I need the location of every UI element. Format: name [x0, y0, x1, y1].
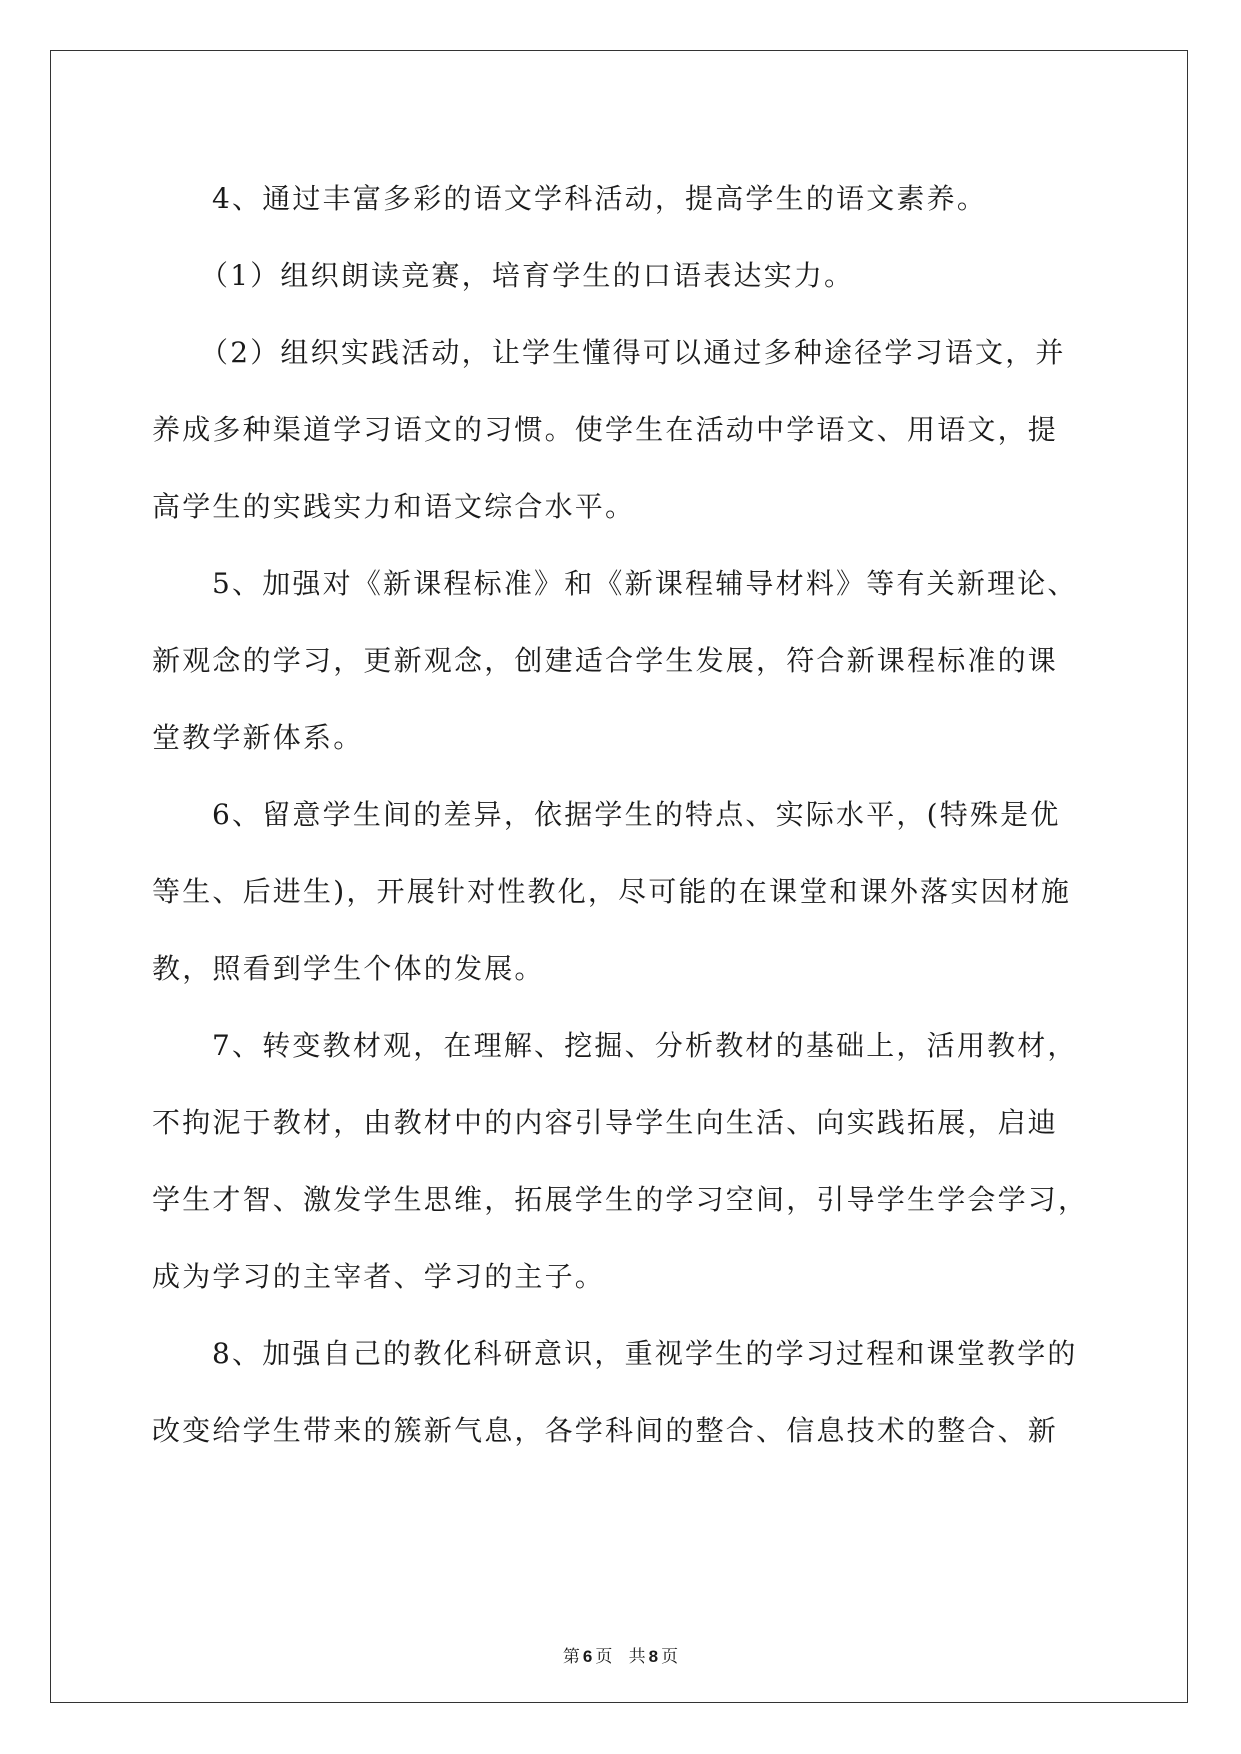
- text-line: 不拘泥于教材，由教材中的内容引导学生向生活、向实践拓展，启迪: [152, 1106, 1059, 1139]
- total-pages-number: 8: [648, 1647, 659, 1666]
- text-line: 5、加强对《新课程标准》和《新课程辅导材料》等有关新理论、: [212, 567, 1078, 600]
- paragraph-4-2: [152, 314, 1092, 545]
- paragraph-7: [152, 1007, 1092, 1315]
- text-line: 改变给学生带来的簇新气息，各学科间的整合、信息技术的整合、新: [152, 1414, 1059, 1447]
- paragraph-4: [152, 160, 1092, 237]
- text-line: 7、转变教材观，在理解、挖掘、分析教材的基础上，活用教材，: [212, 1029, 1078, 1062]
- page-footer: [0, 1642, 1241, 1667]
- text-line: 高学生的实践实力和语文综合水平。: [152, 490, 636, 523]
- text-line: （1）组织朗读竞赛，培育学生的口语表达实力。: [200, 259, 855, 292]
- text-line: 教，照看到学生个体的发展。: [152, 952, 545, 985]
- text-line: 新观念的学习，更新观念，创建适合学生发展，符合新课程标准的课: [152, 644, 1059, 677]
- page-prefix: 第: [562, 1647, 580, 1667]
- text-line: 8、加强自己的教化科研意识，重视学生的学习过程和课堂教学的: [212, 1337, 1078, 1370]
- text-line: 6、留意学生间的差异，依据学生的特点、实际水平，(特殊是优: [212, 798, 1061, 831]
- total-suffix: 页: [661, 1647, 679, 1667]
- text-line: 等生、后进生)，开展针对性教化，尽可能的在课堂和课外落实因材施: [152, 875, 1072, 908]
- text-line: （2）组织实践活动，让学生懂得可以通过多种途径学习语文，并: [200, 336, 1066, 369]
- page-suffix: 页: [595, 1647, 613, 1667]
- document-body: [152, 160, 1092, 1469]
- paragraph-8: [152, 1315, 1092, 1469]
- paragraph-4-1: [152, 237, 1092, 314]
- text-line: 学生才智、激发学生思维，拓展学生的学习空间，引导学生学会学习，: [152, 1183, 1089, 1216]
- total-prefix: 共: [628, 1647, 646, 1667]
- paragraph-6: [152, 776, 1092, 1007]
- text-line: 成为学习的主宰者、学习的主子。: [152, 1260, 606, 1293]
- paragraph-5: [152, 545, 1092, 776]
- text-line: 养成多种渠道学习语文的习惯。使学生在活动中学语文、用语文，提: [152, 413, 1059, 446]
- current-page-number: 6: [582, 1647, 593, 1666]
- text-line: 堂教学新体系。: [152, 721, 364, 754]
- text-line: 4、通过丰富多彩的语文学科活动，提高学生的语文素养。: [212, 182, 988, 215]
